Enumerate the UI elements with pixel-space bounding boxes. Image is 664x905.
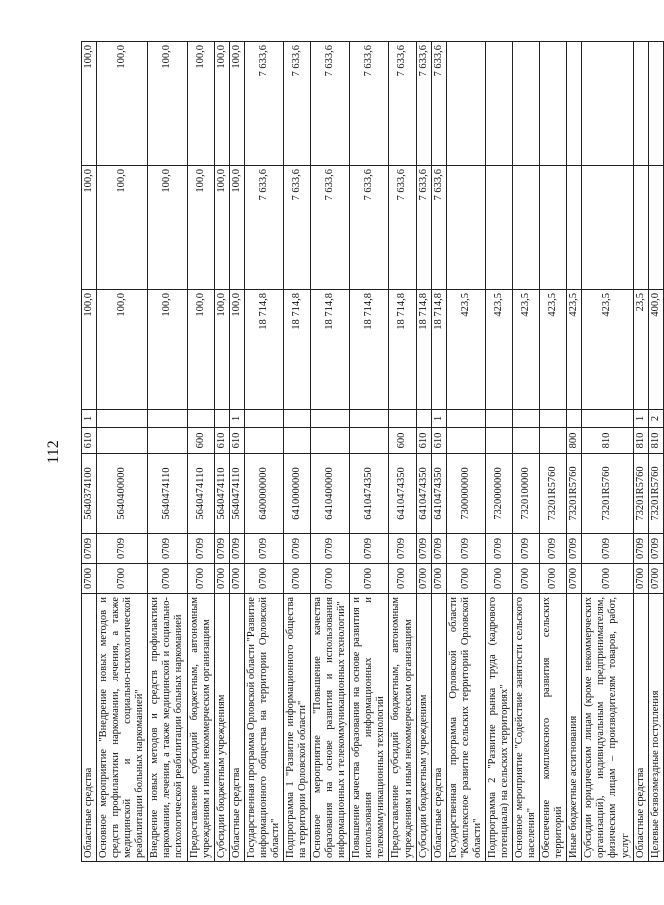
fund-code: 2 bbox=[648, 410, 663, 428]
row-name: Областные средства bbox=[82, 594, 97, 862]
expense-type-code bbox=[446, 428, 485, 454]
fund-code bbox=[389, 410, 416, 428]
budget-table bbox=[81, 41, 664, 862]
expense-type-code bbox=[148, 428, 187, 454]
subsection-code: 0709 bbox=[214, 534, 229, 564]
amount-year-3 bbox=[540, 42, 567, 166]
subsection-code: 0709 bbox=[416, 534, 431, 564]
expense-type-code: 600 bbox=[389, 428, 416, 454]
amount-year-3 bbox=[648, 42, 663, 166]
amount-year-3 bbox=[567, 42, 582, 166]
amount-year-2: 7 633,6 bbox=[389, 166, 416, 290]
amount-year-1: 18 714,8 bbox=[416, 290, 431, 410]
fund-code bbox=[350, 410, 389, 428]
target-article-code: 6410000000 bbox=[283, 454, 310, 534]
amount-year-2: 100,0 bbox=[148, 166, 187, 290]
target-article-code: 5640474110 bbox=[229, 454, 244, 534]
subsection-code: 0709 bbox=[97, 534, 148, 564]
table-row bbox=[416, 42, 431, 862]
expense-type-code: 610 bbox=[214, 428, 229, 454]
fund-code bbox=[148, 410, 187, 428]
table-row bbox=[485, 42, 512, 862]
expense-type-code bbox=[97, 428, 148, 454]
row-name: Субсидии бюджетным учреждениям bbox=[214, 594, 229, 862]
table-row bbox=[187, 42, 214, 862]
target-article-code: 5640374100 bbox=[82, 454, 97, 534]
expense-type-code: 810 bbox=[582, 428, 633, 454]
expense-type-code: 610 bbox=[82, 428, 97, 454]
expense-type-code bbox=[350, 428, 389, 454]
amount-year-2: 7 633,6 bbox=[244, 166, 283, 290]
table-row bbox=[633, 42, 648, 862]
target-article-code: 6410474350 bbox=[416, 454, 431, 534]
target-article-code: 73201R5760 bbox=[582, 454, 633, 534]
expense-type-code: 610 bbox=[229, 428, 244, 454]
fund-code bbox=[485, 410, 512, 428]
amount-year-1: 400,0 bbox=[648, 290, 663, 410]
amount-year-3: 7 633,6 bbox=[283, 42, 310, 166]
section-code: 0700 bbox=[513, 564, 540, 594]
amount-year-1: 423,5 bbox=[513, 290, 540, 410]
amount-year-2: 7 633,6 bbox=[416, 166, 431, 290]
row-name: Внедрение новых методов и средств профилактики наркомании, лечения, а также медицинской и социально-психологической реабилитации больных наркоманией bbox=[148, 594, 187, 862]
section-code: 0700 bbox=[97, 564, 148, 594]
subsection-code: 0709 bbox=[82, 534, 97, 564]
target-article-code: 73201R5760 bbox=[633, 454, 648, 534]
amount-year-2 bbox=[513, 166, 540, 290]
section-code: 0700 bbox=[82, 564, 97, 594]
amount-year-3 bbox=[446, 42, 485, 166]
section-code: 0700 bbox=[187, 564, 214, 594]
amount-year-3: 7 633,6 bbox=[311, 42, 350, 166]
target-article-code: 5640474110 bbox=[187, 454, 214, 534]
row-name: Подпрограмма 2 "Развитие рынка труда (кадрового потенциала) на сельских территориях" bbox=[485, 594, 512, 862]
subsection-code: 0709 bbox=[582, 534, 633, 564]
amount-year-2: 100,0 bbox=[97, 166, 148, 290]
page-number: 112 bbox=[45, 440, 62, 464]
table-row bbox=[648, 42, 663, 862]
row-name: Государственная программа Орловской области "Развитие информационного общества на территории Орловской области" bbox=[244, 594, 283, 862]
subsection-code: 0709 bbox=[350, 534, 389, 564]
expense-type-code bbox=[540, 428, 567, 454]
target-article-code: 6410474350 bbox=[431, 454, 446, 534]
expense-type-code bbox=[244, 428, 283, 454]
row-name: Подпрограмма 1 "Развитие информационного общества на территории Орловской области" bbox=[283, 594, 310, 862]
amount-year-1: 100,0 bbox=[97, 290, 148, 410]
fund-code: 1 bbox=[633, 410, 648, 428]
subsection-code: 0709 bbox=[431, 534, 446, 564]
target-article-code: 5640400000 bbox=[97, 454, 148, 534]
expense-type-code: 610 bbox=[416, 428, 431, 454]
fund-code bbox=[311, 410, 350, 428]
row-name: Областные средства bbox=[633, 594, 648, 862]
table-row bbox=[446, 42, 485, 862]
target-article-code: 73201R5760 bbox=[567, 454, 582, 534]
amount-year-2: 100,0 bbox=[187, 166, 214, 290]
table-row bbox=[582, 42, 633, 862]
row-name: Основное мероприятие "Внедрение новых методов и средств профилактики наркомании, лечения, а также медицинской и социально-психологической реабилитации больных наркоманией" bbox=[97, 594, 148, 862]
row-name: Областные средства bbox=[431, 594, 446, 862]
table-row bbox=[311, 42, 350, 862]
fund-code bbox=[540, 410, 567, 428]
fund-code bbox=[513, 410, 540, 428]
row-name: Иные бюджетные ассигнования bbox=[567, 594, 582, 862]
section-code: 0700 bbox=[633, 564, 648, 594]
subsection-code: 0709 bbox=[567, 534, 582, 564]
amount-year-1: 18 714,8 bbox=[389, 290, 416, 410]
amount-year-1: 18 714,8 bbox=[311, 290, 350, 410]
expense-type-code: 810 bbox=[633, 428, 648, 454]
amount-year-1: 100,0 bbox=[214, 290, 229, 410]
section-code: 0700 bbox=[283, 564, 310, 594]
fund-code bbox=[283, 410, 310, 428]
table-body bbox=[82, 42, 664, 862]
amount-year-3: 100,0 bbox=[214, 42, 229, 166]
section-code: 0700 bbox=[582, 564, 633, 594]
subsection-code: 0709 bbox=[513, 534, 540, 564]
section-code: 0700 bbox=[416, 564, 431, 594]
table-row bbox=[244, 42, 283, 862]
amount-year-2 bbox=[485, 166, 512, 290]
table-row bbox=[567, 42, 582, 862]
amount-year-2: 7 633,6 bbox=[431, 166, 446, 290]
row-name: Субсидии бюджетным учреждениям bbox=[416, 594, 431, 862]
amount-year-3: 100,0 bbox=[97, 42, 148, 166]
table-row bbox=[229, 42, 244, 862]
target-article-code: 5640474110 bbox=[148, 454, 187, 534]
amount-year-2: 100,0 bbox=[214, 166, 229, 290]
row-name: Государственная программа Орловской области "Комплексное развитие сельских территорий Орловской области" bbox=[446, 594, 485, 862]
section-code: 0700 bbox=[311, 564, 350, 594]
target-article-code: 6410474350 bbox=[350, 454, 389, 534]
subsection-code: 0709 bbox=[485, 534, 512, 564]
row-name: Предоставление субсидий бюджетным, автономным учреждениям и иным некоммерческим организациям bbox=[389, 594, 416, 862]
amount-year-2: 7 633,6 bbox=[283, 166, 310, 290]
fund-code: 1 bbox=[431, 410, 446, 428]
amount-year-2 bbox=[540, 166, 567, 290]
section-code: 0700 bbox=[244, 564, 283, 594]
amount-year-1: 423,5 bbox=[567, 290, 582, 410]
subsection-code: 0709 bbox=[283, 534, 310, 564]
section-code: 0700 bbox=[431, 564, 446, 594]
target-article-code: 7320000000 bbox=[485, 454, 512, 534]
amount-year-3: 7 633,6 bbox=[350, 42, 389, 166]
table-row bbox=[82, 42, 97, 862]
row-name: Повышение качества образования на основе развития и использования информационных и телекоммуникационных технологий bbox=[350, 594, 389, 862]
fund-code bbox=[567, 410, 582, 428]
amount-year-2 bbox=[582, 166, 633, 290]
target-article-code: 6400000000 bbox=[244, 454, 283, 534]
expense-type-code: 600 bbox=[187, 428, 214, 454]
target-article-code: 5640474110 bbox=[214, 454, 229, 534]
subsection-code: 0709 bbox=[311, 534, 350, 564]
amount-year-1: 23,5 bbox=[633, 290, 648, 410]
amount-year-2 bbox=[567, 166, 582, 290]
amount-year-1: 18 714,8 bbox=[431, 290, 446, 410]
amount-year-3: 7 633,6 bbox=[416, 42, 431, 166]
subsection-code: 0709 bbox=[229, 534, 244, 564]
amount-year-3 bbox=[633, 42, 648, 166]
target-article-code: 73201R5760 bbox=[648, 454, 663, 534]
subsection-code: 0709 bbox=[389, 534, 416, 564]
fund-code: 1 bbox=[82, 410, 97, 428]
table-row bbox=[283, 42, 310, 862]
amount-year-1: 100,0 bbox=[229, 290, 244, 410]
row-name: Областные средства bbox=[229, 594, 244, 862]
row-name: Субсидии юридическим лицам (кроме некоммерческих организаций), индивидуальным предпринимателям, физическим лицам – производителям товаров, работ, услуг bbox=[582, 594, 633, 862]
table-row bbox=[214, 42, 229, 862]
row-name: Целевые безвозмездные поступления bbox=[648, 594, 663, 862]
amount-year-1: 18 714,8 bbox=[244, 290, 283, 410]
amount-year-2: 100,0 bbox=[82, 166, 97, 290]
table-row bbox=[431, 42, 446, 862]
subsection-code: 0709 bbox=[540, 534, 567, 564]
amount-year-3: 7 633,6 bbox=[431, 42, 446, 166]
amount-year-3 bbox=[513, 42, 540, 166]
subsection-code: 0709 bbox=[633, 534, 648, 564]
row-name: Обеспечение комплексного развития сельских территорий bbox=[540, 594, 567, 862]
section-code: 0700 bbox=[214, 564, 229, 594]
amount-year-3 bbox=[485, 42, 512, 166]
document-page bbox=[39, 22, 661, 882]
fund-code bbox=[416, 410, 431, 428]
row-name: Предоставление субсидий бюджетным, автономным учреждениям и иным некоммерческим организациям bbox=[187, 594, 214, 862]
amount-year-3: 100,0 bbox=[187, 42, 214, 166]
target-article-code: 6410474350 bbox=[389, 454, 416, 534]
amount-year-3: 100,0 bbox=[148, 42, 187, 166]
row-name: Основное мероприятие "Повышение качества образования на основе развития и использования информационных и телекоммуникационных технологий" bbox=[311, 594, 350, 862]
target-article-code: 7300000000 bbox=[446, 454, 485, 534]
table-row bbox=[97, 42, 148, 862]
subsection-code: 0709 bbox=[446, 534, 485, 564]
fund-code bbox=[97, 410, 148, 428]
amount-year-2: 7 633,6 bbox=[350, 166, 389, 290]
table-row bbox=[350, 42, 389, 862]
expense-type-code bbox=[513, 428, 540, 454]
expense-type-code bbox=[311, 428, 350, 454]
fund-code: 1 bbox=[229, 410, 244, 428]
amount-year-1: 423,5 bbox=[540, 290, 567, 410]
subsection-code: 0709 bbox=[244, 534, 283, 564]
amount-year-1: 18 714,8 bbox=[283, 290, 310, 410]
amount-year-3 bbox=[582, 42, 633, 166]
amount-year-2 bbox=[446, 166, 485, 290]
expense-type-code: 800 bbox=[567, 428, 582, 454]
target-article-code: 73201R5760 bbox=[540, 454, 567, 534]
amount-year-1: 100,0 bbox=[187, 290, 214, 410]
amount-year-1: 18 714,8 bbox=[350, 290, 389, 410]
amount-year-3: 100,0 bbox=[82, 42, 97, 166]
table-row bbox=[389, 42, 416, 862]
amount-year-1: 423,5 bbox=[446, 290, 485, 410]
target-article-code: 7320100000 bbox=[513, 454, 540, 534]
expense-type-code: 610 bbox=[431, 428, 446, 454]
fund-code bbox=[446, 410, 485, 428]
table-row bbox=[513, 42, 540, 862]
amount-year-1: 100,0 bbox=[148, 290, 187, 410]
section-code: 0700 bbox=[567, 564, 582, 594]
section-code: 0700 bbox=[148, 564, 187, 594]
section-code: 0700 bbox=[350, 564, 389, 594]
fund-code bbox=[187, 410, 214, 428]
row-name: Основное мероприятие "Содействие занятости сельского населения" bbox=[513, 594, 540, 862]
section-code: 0700 bbox=[229, 564, 244, 594]
amount-year-3: 100,0 bbox=[229, 42, 244, 166]
amount-year-2: 7 633,6 bbox=[311, 166, 350, 290]
table-row bbox=[148, 42, 187, 862]
subsection-code: 0709 bbox=[648, 534, 663, 564]
fund-code bbox=[214, 410, 229, 428]
target-article-code: 6410400000 bbox=[311, 454, 350, 534]
expense-type-code: 810 bbox=[648, 428, 663, 454]
expense-type-code bbox=[283, 428, 310, 454]
amount-year-2 bbox=[633, 166, 648, 290]
table-row bbox=[540, 42, 567, 862]
amount-year-1: 423,5 bbox=[485, 290, 512, 410]
amount-year-2: 100,0 bbox=[229, 166, 244, 290]
amount-year-3: 7 633,6 bbox=[244, 42, 283, 166]
section-code: 0700 bbox=[389, 564, 416, 594]
amount-year-3: 7 633,6 bbox=[389, 42, 416, 166]
amount-year-1: 100,0 bbox=[82, 290, 97, 410]
fund-code bbox=[582, 410, 633, 428]
subsection-code: 0709 bbox=[187, 534, 214, 564]
fund-code bbox=[244, 410, 283, 428]
amount-year-1: 423,5 bbox=[582, 290, 633, 410]
section-code: 0700 bbox=[446, 564, 485, 594]
subsection-code: 0709 bbox=[148, 534, 187, 564]
section-code: 0700 bbox=[648, 564, 663, 594]
expense-type-code bbox=[485, 428, 512, 454]
amount-year-2 bbox=[648, 166, 663, 290]
section-code: 0700 bbox=[540, 564, 567, 594]
section-code: 0700 bbox=[485, 564, 512, 594]
